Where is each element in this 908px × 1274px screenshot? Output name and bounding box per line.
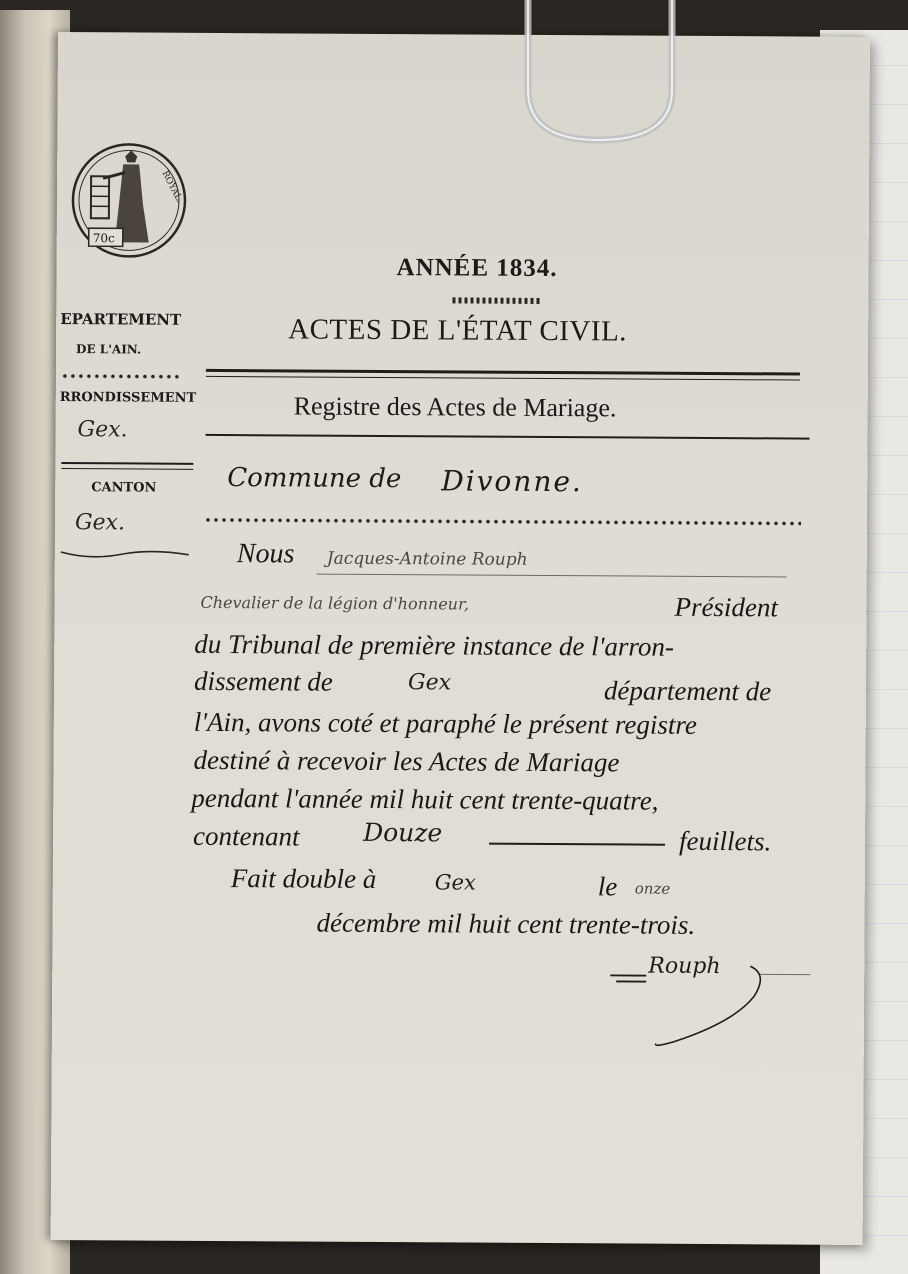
register-page: [51, 32, 870, 1245]
le-word: le: [597, 871, 618, 902]
margin-wave-rule: [62, 373, 180, 380]
handwritten-title: Chevalier de la légion d'honneur,: [200, 592, 470, 614]
marriage-register-title: Registre des Actes de Mariage.: [293, 391, 617, 423]
title-double-rule-top: [206, 369, 800, 376]
signature-text: Rouph: [648, 953, 721, 980]
margin-double-rule-top: [61, 462, 193, 465]
line-annee: pendant l'année mil huit cent trente-quatre,: [191, 782, 659, 816]
title-double-rule-bottom: [206, 376, 800, 381]
margin-departement: EPARTEMENT: [60, 310, 182, 329]
line-tribunal: du Tribunal de première instance de l'arron-: [194, 628, 675, 662]
nous-word: Nous: [236, 538, 295, 570]
handwritten-name: Jacques-Antoine Rouph: [326, 548, 528, 570]
handwritten-arrondissement: Gex: [407, 670, 452, 696]
name-fill-line: [317, 574, 787, 578]
line-decembre: décembre mil huit cent trente-trois.: [316, 907, 696, 940]
contenant-word: contenant: [193, 820, 300, 852]
margin-canton: CANTON: [91, 480, 157, 496]
royal-stamp-seal: [67, 132, 188, 268]
feuillets-fill-line: [489, 843, 665, 846]
signature-flourish: [600, 945, 821, 1056]
year-heading: ANNÉE 1834.: [396, 254, 558, 283]
civil-acts-title: ACTES DE L'ÉTAT CIVIL.: [288, 313, 628, 348]
commune-wave-rule: [205, 517, 801, 527]
year-ornament-rule: [452, 297, 542, 304]
margin-flourish: [59, 546, 191, 563]
commune-handwritten-name: Divonne.: [441, 464, 583, 499]
line-destine: destiné à recevoir les Actes de Mariage: [193, 744, 620, 778]
margin-double-rule-bottom: [61, 468, 193, 470]
line-departement: département de: [603, 675, 772, 707]
margin-arrondissement: RRONDISSEMENT: [59, 390, 197, 406]
line-arrondissement: dissement de: [193, 665, 333, 697]
feuillets-word: feuillets.: [678, 825, 772, 857]
fait-double-phrase: Fait double à: [230, 863, 377, 894]
margin-arrondissement-handwritten: Gex.: [77, 417, 128, 443]
commune-label: Commune de: [227, 463, 402, 495]
president-word: Président: [674, 591, 779, 623]
handwritten-feuillet-count: Douze: [363, 817, 443, 848]
register-rule: [206, 434, 810, 439]
stamp-price-text: 70c: [92, 231, 115, 246]
stamp-royal-text: ROYAL.: [159, 169, 185, 205]
margin-canton-handwritten: Gex.: [74, 510, 126, 536]
paperclip: [508, 0, 698, 150]
handwritten-place: Gex: [434, 870, 476, 895]
line-ain-cote: l'Ain, avons coté et paraphé le présent registre: [193, 706, 698, 740]
handwritten-day: onze: [634, 879, 671, 898]
margin-de-l-ain: DE L'AIN.: [76, 342, 142, 357]
